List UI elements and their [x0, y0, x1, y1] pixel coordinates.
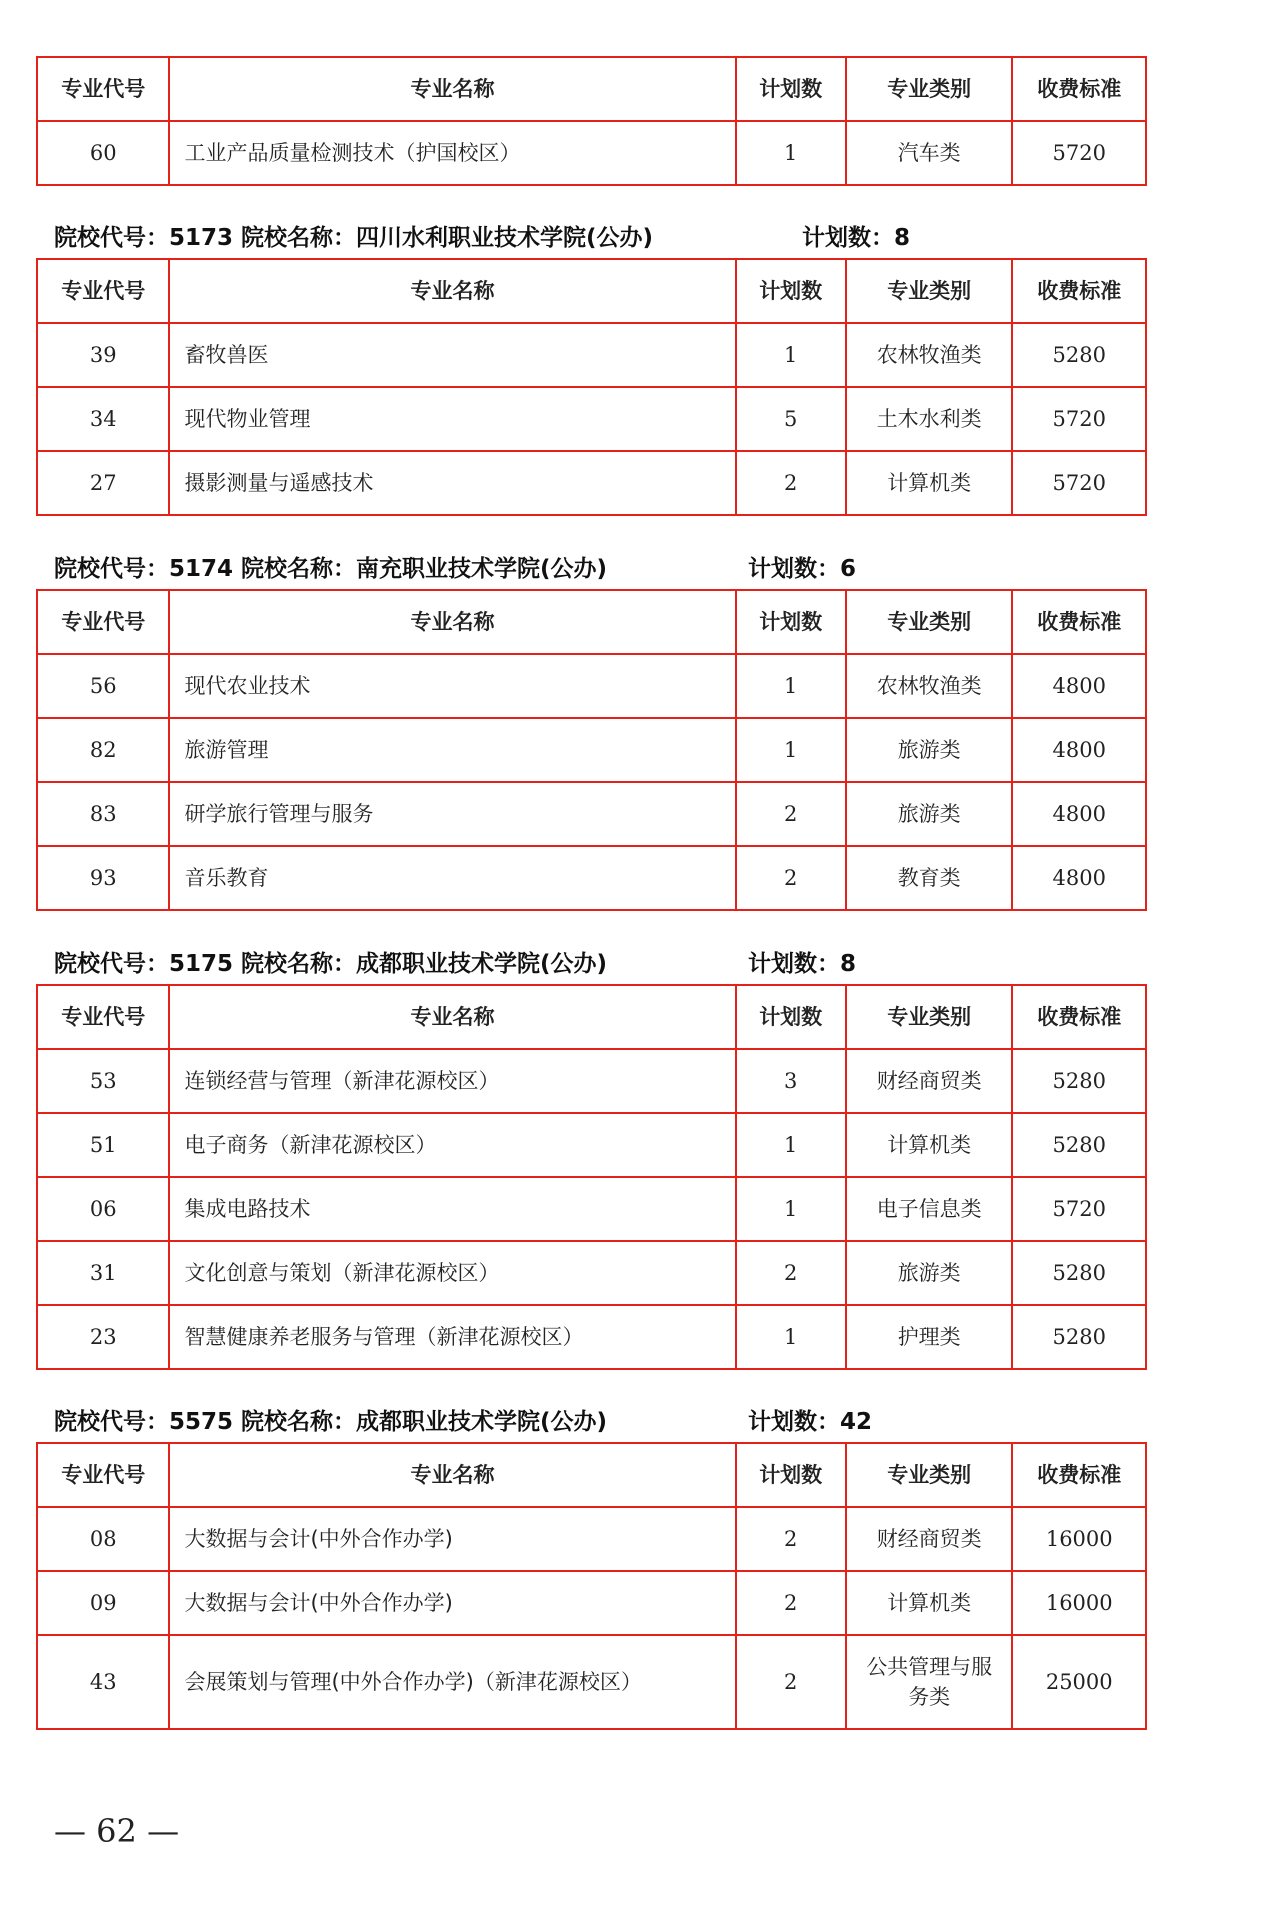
- header-code: 专业代号: [37, 57, 169, 121]
- cell-name: 电子商务（新津花源校区）: [169, 1113, 735, 1177]
- table-header-row: [37, 57, 1146, 121]
- cell-plan: 2: [736, 782, 846, 846]
- cell-name: 旅游管理: [169, 718, 735, 782]
- table-header-row: [37, 985, 1146, 1049]
- header-code: 专业代号: [37, 590, 169, 654]
- cell-fee: 16000: [1012, 1571, 1146, 1635]
- cell-name: 现代农业技术: [169, 654, 735, 718]
- plan-total: 计划数：42: [748, 1409, 873, 1435]
- cell-code: 56: [37, 654, 169, 718]
- cell-code: 60: [37, 121, 169, 185]
- cell-fee: 16000: [1012, 1507, 1146, 1571]
- cell-name: 音乐教育: [169, 846, 735, 910]
- header-plan: 计划数: [736, 1443, 846, 1507]
- header-category: 专业类别: [846, 985, 1013, 1049]
- cell-fee: 5720: [1012, 1177, 1146, 1241]
- cell-code: 82: [37, 718, 169, 782]
- cell-plan: 1: [736, 323, 846, 387]
- school-info: 院校代号：5174 院校名称：南充职业技术学院(公办): [54, 556, 608, 582]
- cell-category: 计算机类: [846, 1113, 1013, 1177]
- cell-fee: 25000: [1012, 1635, 1146, 1729]
- table-row: [37, 654, 1146, 718]
- header-name: 专业名称: [169, 1443, 735, 1507]
- header-category: 专业类别: [846, 57, 1013, 121]
- cell-code: 09: [37, 1571, 169, 1635]
- cell-code: 34: [37, 387, 169, 451]
- cell-name: 工业产品质量检测技术（护国校区）: [169, 121, 735, 185]
- cell-name: 现代物业管理: [169, 387, 735, 451]
- table-row: [37, 323, 1146, 387]
- cell-plan: 5: [736, 387, 846, 451]
- header-name: 专业名称: [169, 57, 735, 121]
- cell-category: 旅游类: [846, 782, 1013, 846]
- cell-plan: 1: [736, 1305, 846, 1369]
- cell-category: 农林牧渔类: [846, 323, 1013, 387]
- header-name: 专业名称: [169, 985, 735, 1049]
- header-fee: 收费标准: [1012, 57, 1146, 121]
- school-info: 院校代号：5173 院校名称：四川水利职业技术学院(公办): [54, 225, 654, 251]
- table-5175: [36, 984, 1147, 1370]
- table-row: [37, 1241, 1146, 1305]
- table-5174: [36, 589, 1147, 911]
- table-row: [37, 451, 1146, 515]
- cell-plan: 1: [736, 654, 846, 718]
- cell-name: 文化创意与策划（新津花源校区）: [169, 1241, 735, 1305]
- header-fee: 收费标准: [1012, 1443, 1146, 1507]
- cell-code: 93: [37, 846, 169, 910]
- cell-category: 计算机类: [846, 451, 1013, 515]
- cell-name: 大数据与会计(中外合作办学): [169, 1571, 735, 1635]
- plan-total: 计划数：8: [802, 225, 911, 251]
- table-row: [37, 1305, 1146, 1369]
- cell-fee: 4800: [1012, 846, 1146, 910]
- cell-fee: 5720: [1012, 121, 1146, 185]
- plan-total: 计划数：8: [748, 951, 857, 977]
- cell-category: 农林牧渔类: [846, 654, 1013, 718]
- cell-code: 51: [37, 1113, 169, 1177]
- cell-category: 护理类: [846, 1305, 1013, 1369]
- cell-fee: 4800: [1012, 782, 1146, 846]
- table-row: [37, 846, 1146, 910]
- table-row: [37, 1635, 1146, 1729]
- page-number: — 62 —: [54, 1812, 180, 1850]
- cell-fee: 5280: [1012, 1305, 1146, 1369]
- cell-name: 畜牧兽医: [169, 323, 735, 387]
- cell-plan: 3: [736, 1049, 846, 1113]
- header-code: 专业代号: [37, 985, 169, 1049]
- cell-plan: 2: [736, 1241, 846, 1305]
- cell-category: 公共管理与服务类: [846, 1635, 1013, 1729]
- cell-category: 旅游类: [846, 718, 1013, 782]
- table-row: [37, 1049, 1146, 1113]
- cell-fee: 4800: [1012, 718, 1146, 782]
- cell-code: 06: [37, 1177, 169, 1241]
- section-title-5175: [54, 948, 857, 980]
- cell-category: 财经商贸类: [846, 1507, 1013, 1571]
- cell-fee: 5280: [1012, 1241, 1146, 1305]
- cell-fee: 5280: [1012, 323, 1146, 387]
- cell-category: 汽车类: [846, 121, 1013, 185]
- cell-plan: 2: [736, 846, 846, 910]
- table-header-row: [37, 1443, 1146, 1507]
- cell-category: 土木水利类: [846, 387, 1013, 451]
- cell-code: 23: [37, 1305, 169, 1369]
- cell-code: 39: [37, 323, 169, 387]
- table-5173: [36, 258, 1147, 516]
- cell-name: 智慧健康养老服务与管理（新津花源校区）: [169, 1305, 735, 1369]
- cell-code: 83: [37, 782, 169, 846]
- cell-plan: 2: [736, 1507, 846, 1571]
- cell-fee: 5720: [1012, 387, 1146, 451]
- header-plan: 计划数: [736, 590, 846, 654]
- header-category: 专业类别: [846, 259, 1013, 323]
- table-5575: [36, 1442, 1147, 1730]
- school-info: 院校代号：5575 院校名称：成都职业技术学院(公办): [54, 1409, 608, 1435]
- table-row: [37, 387, 1146, 451]
- cell-plan: 1: [736, 121, 846, 185]
- header-category: 专业类别: [846, 590, 1013, 654]
- table-row: [37, 1113, 1146, 1177]
- cell-name: 大数据与会计(中外合作办学): [169, 1507, 735, 1571]
- plan-total: 计划数：6: [748, 556, 857, 582]
- cell-name: 会展策划与管理(中外合作办学)（新津花源校区）: [169, 1635, 735, 1729]
- cell-code: 43: [37, 1635, 169, 1729]
- cell-code: 08: [37, 1507, 169, 1571]
- cell-category: 旅游类: [846, 1241, 1013, 1305]
- cell-code: 31: [37, 1241, 169, 1305]
- cell-plan: 1: [736, 718, 846, 782]
- table-row: [37, 1571, 1146, 1635]
- table-row: [37, 1507, 1146, 1571]
- cell-fee: 5280: [1012, 1113, 1146, 1177]
- header-fee: 收费标准: [1012, 590, 1146, 654]
- table-header-row: [37, 590, 1146, 654]
- cell-fee: 4800: [1012, 654, 1146, 718]
- cell-name: 研学旅行管理与服务: [169, 782, 735, 846]
- cell-plan: 2: [736, 1571, 846, 1635]
- section-title-5575: [54, 1406, 873, 1438]
- cell-fee: 5280: [1012, 1049, 1146, 1113]
- cell-plan: 2: [736, 1635, 846, 1729]
- cell-name: 集成电路技术: [169, 1177, 735, 1241]
- table-continued: [36, 56, 1147, 186]
- section-title-5174: [54, 553, 857, 585]
- header-fee: 收费标准: [1012, 259, 1146, 323]
- school-info: 院校代号：5175 院校名称：成都职业技术学院(公办): [54, 951, 608, 977]
- cell-category: 教育类: [846, 846, 1013, 910]
- cell-category: 财经商贸类: [846, 1049, 1013, 1113]
- table-row: [37, 1177, 1146, 1241]
- header-name: 专业名称: [169, 259, 735, 323]
- header-name: 专业名称: [169, 590, 735, 654]
- cell-code: 53: [37, 1049, 169, 1113]
- cell-plan: 1: [736, 1113, 846, 1177]
- cell-code: 27: [37, 451, 169, 515]
- cell-name: 摄影测量与遥感技术: [169, 451, 735, 515]
- cell-plan: 2: [736, 451, 846, 515]
- header-category: 专业类别: [846, 1443, 1013, 1507]
- table-row: [37, 121, 1146, 185]
- cell-plan: 1: [736, 1177, 846, 1241]
- cell-category: 电子信息类: [846, 1177, 1013, 1241]
- header-plan: 计划数: [736, 259, 846, 323]
- header-plan: 计划数: [736, 985, 846, 1049]
- table-header-row: [37, 259, 1146, 323]
- table-row: [37, 782, 1146, 846]
- header-fee: 收费标准: [1012, 985, 1146, 1049]
- header-plan: 计划数: [736, 57, 846, 121]
- header-code: 专业代号: [37, 1443, 169, 1507]
- cell-name: 连锁经营与管理（新津花源校区）: [169, 1049, 735, 1113]
- section-title-5173: [54, 222, 911, 254]
- header-code: 专业代号: [37, 259, 169, 323]
- table-row: [37, 718, 1146, 782]
- cell-fee: 5720: [1012, 451, 1146, 515]
- cell-category: 计算机类: [846, 1571, 1013, 1635]
